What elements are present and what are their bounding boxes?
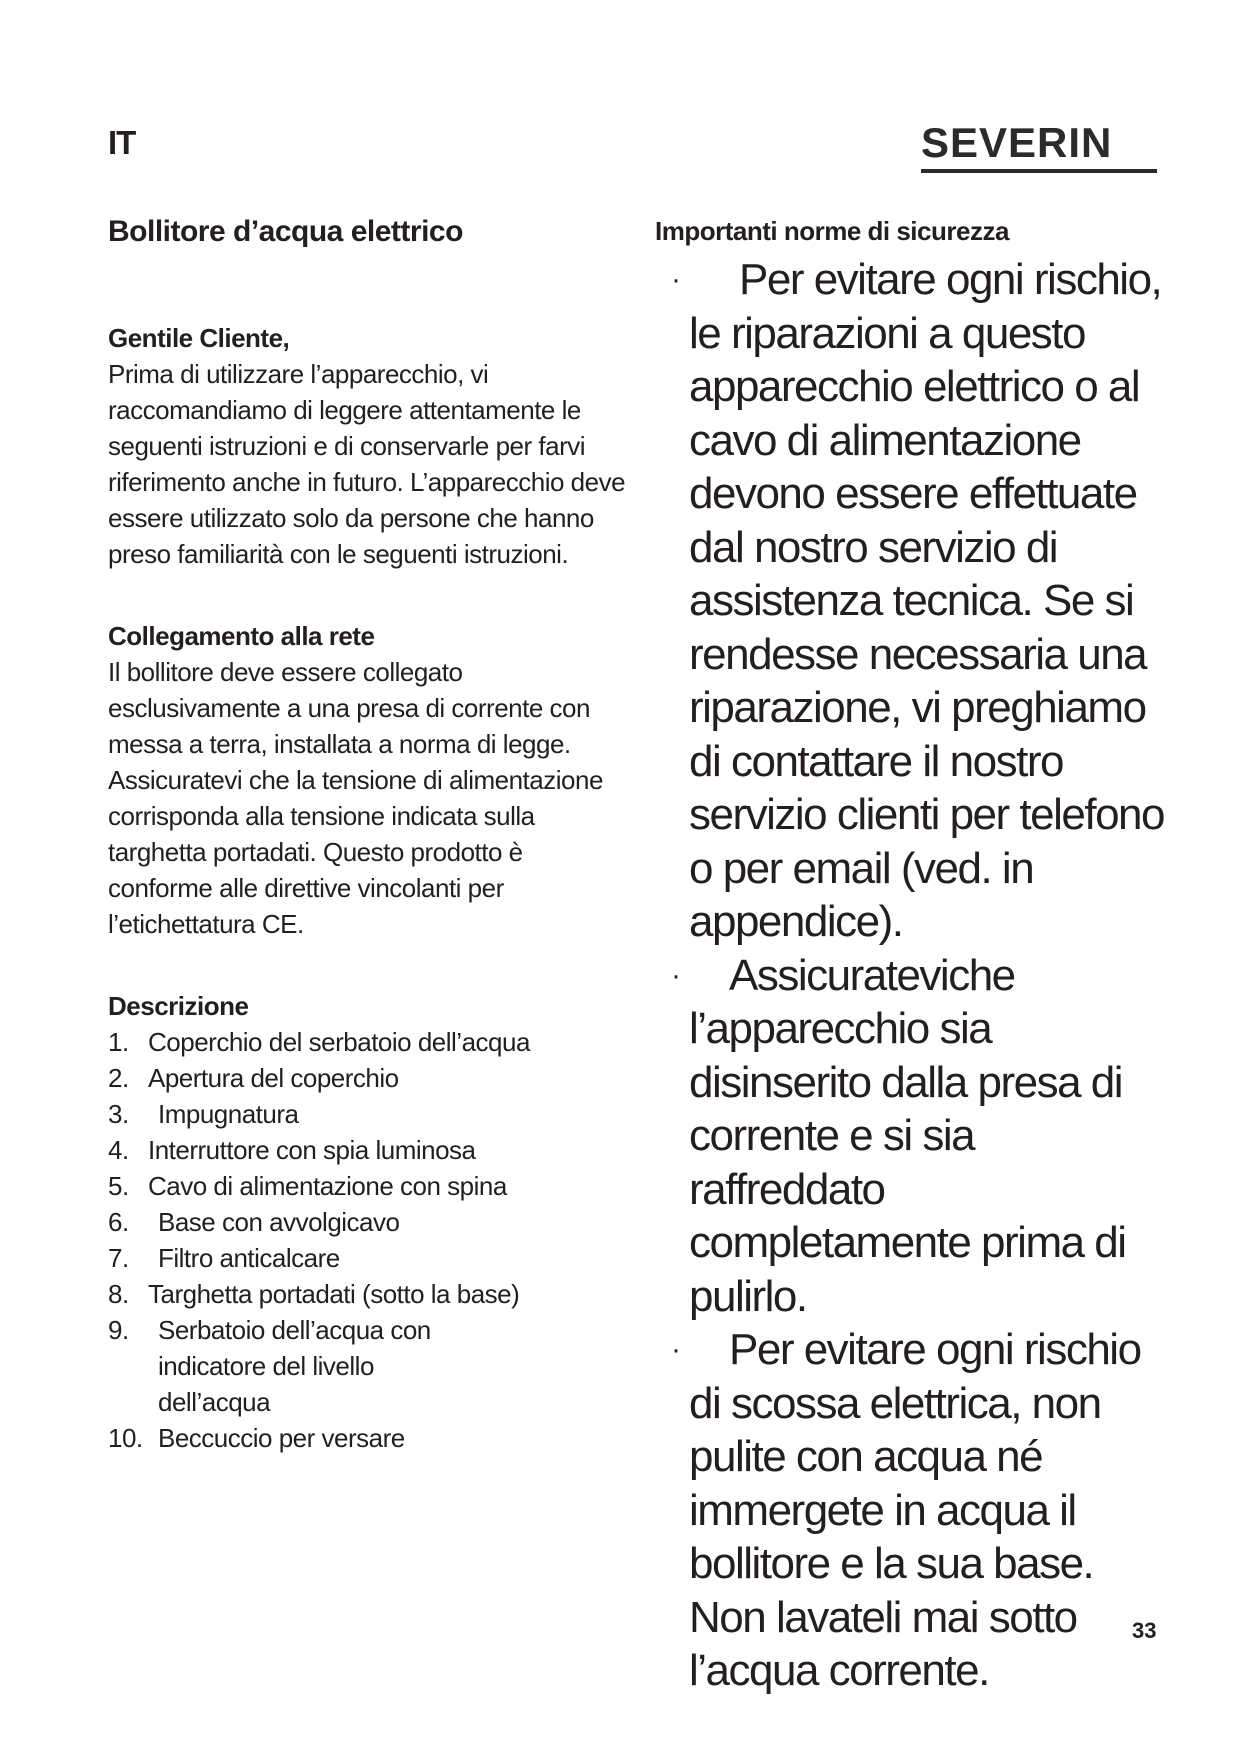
item-text: Base con avvolgicavo [158,1207,400,1237]
list-item [108,1420,628,1456]
item-number: 8. [108,1279,129,1309]
page-number: 33 [1132,1618,1157,1643]
greeting-text: Prima di utilizzare l’apparecchio, vi raccomandiamo di leggere attentamente le seguenti istruzioni e di conservarle per farvi riferimento anche in futuro. L’apparecchio deve essere utilizzato solo da persone che hanno preso familiarità con le seguenti istruzioni. [108,359,626,569]
logo-underline [921,169,1157,173]
list-item [108,1060,628,1096]
item-number: 2. [108,1063,129,1093]
bullet-icon: · [671,1333,680,1366]
list-item [108,1024,628,1060]
item-number: 5. [108,1171,129,1201]
safety-list [655,253,1175,1698]
connection-text: Il bollitore deve essere collegato esclusivamente a una presa di corrente con messa a terra, installata a norma di legge. Assicuratevi che la tensione di alimentazione corrisponda alla tensione indicata sulla targhetta portadati. Questo prodotto è conforme alle direttive vincolanti per l’etichettatura CE. [108,657,603,939]
right-column [655,213,1175,1698]
item-text: Filtro anticalcare [158,1243,340,1273]
item-number: 4. [108,1135,129,1165]
item-number: 3. [108,1099,129,1129]
list-item [108,1312,628,1420]
item-text: Serbatoio dell’acqua con indicatore del livello dell’acqua [158,1315,431,1417]
bullet-icon: · [671,263,680,296]
item-number: 6. [108,1207,129,1237]
item-text: Cavo di alimentazione con spina [148,1171,507,1201]
list-item [108,1132,628,1168]
list-item [108,1168,628,1204]
safety-item-text: Per evitare ogni rischio di scossa elettrica, non pulite con acqua né immergete in acqua il bollitore e la sua base. Non lavateli mai sotto l’acqua corrente. [689,1325,1141,1695]
list-item [108,1276,628,1312]
safety-item [655,253,1175,949]
language-code: IT [108,124,136,161]
greeting-heading: Gentile Cliente, [108,323,290,353]
list-item [108,1096,628,1132]
safety-item-text: Per evitare ogni rischio, le riparazioni a questo apparecchio elettrico o al cavo di alimentazione devono essere effettuate dal nostro servizio di assistenza tecnica. Se si rendesse necessaria una riparazione, vi preghiamo di contattare il nostro servizio clienti per telefono o per email (ved. in appendice). [689,255,1164,946]
item-number: 10. [108,1423,143,1453]
safety-item [655,949,1175,1324]
parts-list [108,1024,628,1456]
item-number: 7. [108,1243,129,1273]
safety-item-text: Assicurateviche l’apparecchio sia disinserito dalla presa di corrente e si sia raffreddato completamente prima di pulirlo. [689,950,1126,1321]
bullet-icon: · [671,958,680,992]
item-text: Coperchio del serbatoio dell’acqua [148,1027,530,1057]
list-item [108,1240,628,1276]
safety-item [655,1323,1175,1698]
left-column [108,212,628,1456]
list-item [108,1204,628,1240]
item-text: Impugnatura [158,1099,299,1129]
item-text: Targhetta portadati (sotto la base) [148,1279,520,1309]
safety-heading: Importanti norme di sicurezza [655,216,1009,246]
item-number: 1. [108,1027,129,1057]
connection-heading: Collegamento alla rete [108,621,375,651]
item-text: Apertura del coperchio [148,1063,399,1093]
item-text: Interruttore con spia luminosa [148,1135,476,1165]
brand-name: SEVERIN [921,119,1113,166]
description-heading: Descrizione [108,991,249,1021]
brand-logo [921,119,1157,173]
item-number: 9. [108,1315,129,1345]
greeting-section [108,320,628,572]
document-title: Bollitore d’acqua elettrico [108,215,463,248]
item-text: Beccuccio per versare [158,1423,405,1453]
connection-section [108,618,628,942]
description-section [108,988,628,1456]
